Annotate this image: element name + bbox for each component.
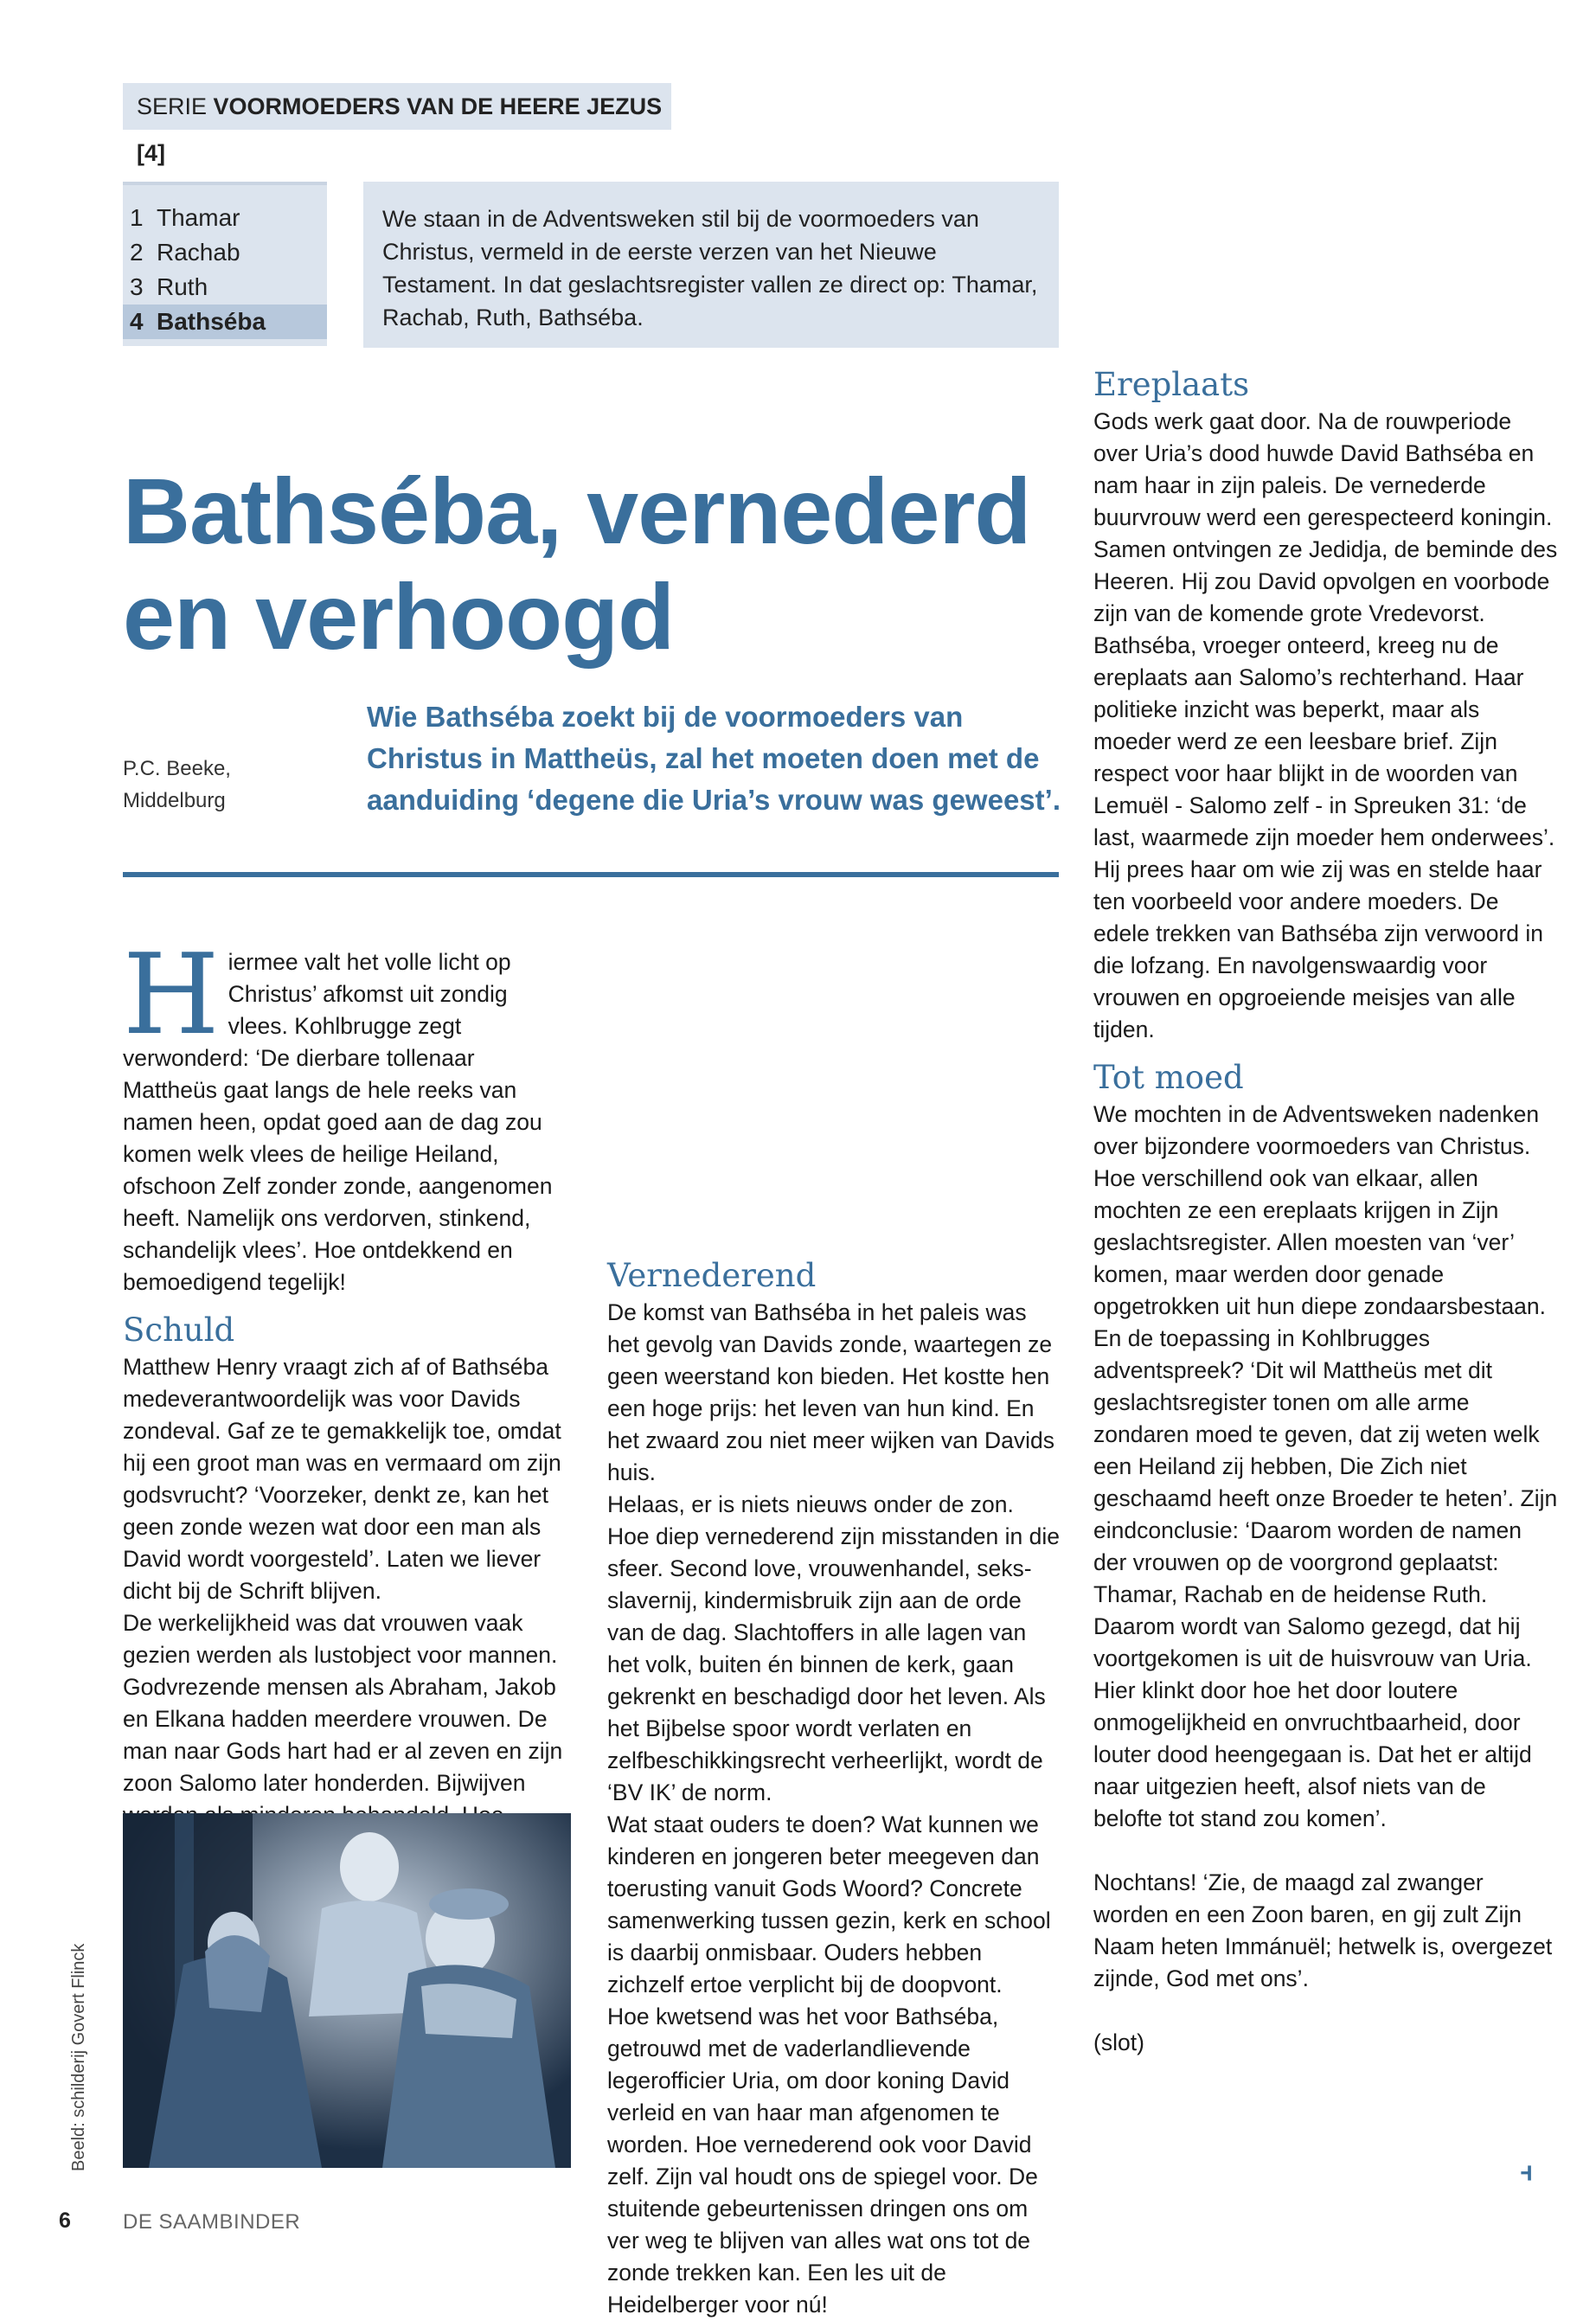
paragraph: Hoe kwetsend was het voor Bathséba, getrouwd met de vaderlandlievende legerofficier Uria, om door koning David verleid en van haar man afgenomen te worden. Hoe vernederend ook voor David zelf. Zijn val houdt ons de spiegel voor. De stuitende gebeurtenissen dringen ons om ver weg te blijven van alles wat ons tot de zonde trekken kan. Een les uit de Heidelberger voor nú! bbox=[607, 2004, 1038, 2318]
intro-box: We staan in de Adventsweken stil bij de voormoeders van Christus, vermeld in de eerste verzen van het Nieuwe Testament. In dat geslachtsregister vallen ze direct op: Thamar, Rachab, Ruth, Bathséba. bbox=[363, 182, 1059, 348]
end-mark-icon: ꟶ bbox=[1521, 2157, 1533, 2187]
subheading-schuld: Schuld bbox=[123, 1311, 235, 1349]
author-byline bbox=[123, 753, 231, 817]
paragraph: Bathséba, vroeger onteerd, kreeg nu de ereplaats aan Salomo’s rechterhand. Haar politieke inzicht was beperkt, maar als moeder werd ze een leesbare brief. Zijn respect voor haar blijkt in de woorden van Lemuël - Salomo zelf - in Spreuken 31: ‘de last, waarmede zijn moeder hem onderwees’. Hij prees haar om wie zij was en stelde haar ten voorbeeld voor andere moeders. De edele trekken van Bathséba zijn verwoord in die lofzang. En navolgenswaardig voor vrouwen en opgroeiende meisjes van alle tijden. bbox=[1093, 632, 1555, 1042]
drop-cap: H bbox=[123, 931, 220, 1060]
toc-item: 1 Thamar bbox=[130, 204, 240, 231]
paragraph: Hiermee valt het volle licht op Christus’ afkomst uit zondig vlees. Kohlbrugge zegt verwonderd: ‘De dierbare tollenaar Mattheüs gaat langs de hele reeks van namen heen, opdat goed aan de dag zou komen welk vlees de heilige Heiland, ofschoon Zelf zonder zonde, aangenomen heeft. Namelijk ons verdorven, stinkend, schandelijk vlees’. Hoe ontdekkend en bemoedigend tegelijk! bbox=[123, 931, 553, 1295]
magazine-name: DE SAAMBINDER bbox=[123, 2210, 301, 2234]
series-name: VOORMOEDERS VAN DE HEERE JEZUS [4] bbox=[137, 93, 663, 166]
paragraph: Nochtans! ‘Zie, de maagd zal zwanger worden en een Zoon baren, en gij zult Zijn Naam heten Immánuël; hetwelk is, overgezet zijnde, God met ons’. bbox=[1093, 1869, 1553, 1991]
closing-note: (slot) bbox=[1093, 2029, 1144, 2055]
series-toc bbox=[123, 182, 327, 346]
image-credit: Beeld: schilderij Govert Flinck bbox=[69, 1943, 88, 2171]
toc-item: 2 Rachab bbox=[130, 239, 240, 266]
author-name: P.C. Beeke, bbox=[123, 757, 231, 780]
paragraph: Helaas, er is niets nieuws onder de zon. Hoe diep vernederend zijn misstanden in die sfeer. Second love, vrouwenhandel, seks-slavernij, kindermisbruik zijn aan de orde van de dag. Slachtoffers in alle lagen van het volk, buiten én binnen de kerk, gaan gekrenkt en beschadigd door het leven. Als het Bijbelse spoor wordt verlaten en zelfbeschikkingsrecht verheerlijkt, wordt de ‘BV IK’ de norm. bbox=[607, 1491, 1060, 1805]
article-title: Bathséba, vernederd en verhoogd bbox=[123, 458, 1031, 669]
paragraph: De werkelijkheid was dat vrouwen vaak gezien werden als lustobject voor mannen. Godvrezende mensen als Abraham, Jakob en Elkana hadden meerdere vrouwen. De man naar Gods hart had er al zeven en zijn zoon Salomo later honderden. Bijwijven bbox=[123, 1610, 563, 1796]
series-bar bbox=[123, 83, 671, 166]
paragraph: Gods werk gaat door. Na de rouwperiode over Uria’s dood huwde David Bathséba en nam haar in zijn paleis. De vernederde buurvrouw werd een gerespecteerd koningin. Samen ontvingen ze Jedidja, de beminde des Heeren. Hij zou David opvolgen en voorbode zijn van de komende grote Vredevorst. bbox=[1093, 408, 1558, 626]
page-number: 6 bbox=[59, 2209, 71, 2233]
toc-item-current: 4 Bathséba bbox=[123, 305, 327, 339]
paragraph: We mochten in de Adventsweken nadenken over bijzondere voormoeders van Christus. Hoe verschillend ook van elkaar, allen mochten ze een ereplaats krijgen in Zijn geslachtsregister. Allen moesten van ‘ver’ komen, maar werden door genade opgetrokken uit hun diepe zondaarsbestaan. bbox=[1093, 1101, 1547, 1319]
subheading-ereplaats: Ereplaats bbox=[1093, 366, 1250, 403]
paragraph: Wat staat ouders te doen? Wat kunnen we kinderen en jongeren beter meegeven dan toerusting vanuit Gods Woord? Concrete samenwerking tussen gezin, kerk en school is daarbij onmisbaar. Ouders hebben zichzelf ertoe verplicht bij de doopvont. bbox=[607, 1811, 1051, 1997]
lead-paragraph: Wie Bathséba zoekt bij de voormoeders van Christus in Mattheüs, zal het moeten doen met de aanduiding ‘degene die Uria’s vrouw was geweest’. bbox=[367, 701, 1061, 816]
series-prefix: SERIE bbox=[137, 93, 208, 119]
article-column-2-flow bbox=[607, 946, 1061, 2321]
article-column-3 bbox=[1093, 171, 1561, 2059]
author-place: Middelburg bbox=[123, 789, 226, 812]
divider bbox=[123, 872, 1059, 877]
paragraph: De komst van Bathséba in het paleis was het gevolg van Davids zonde, waartegen ze geen weerstand kon bieden. Het kostte hen een hoge prijs: het leven van hun kind. En het zwaard zou niet meer wijken van Davids huis. bbox=[607, 1299, 1054, 1485]
painting-image bbox=[123, 1813, 571, 2168]
paragraph: En de toepassing in Kohlbrugges adventspreek? ‘Dit wil Mattheüs met dit geslachtsregister tonen om alle arme zondaren moed te geven, dat zij weten welk een Heiland zij hebben, Die Zich niet geschaamd heeft onze Broeder te heten’. Zijn eindconclusie: ‘Daarom worden de namen der vrouwen op de voorgrond geplaatst: Thamar, Rachab en de heidense Ruth. Daarom wordt van Salomo gezegd, dat hij voortgekomen is uit de huisvrouw van Uria. Hier klinkt door hoe het door loutere onmogelijkheid en onvruchtbaarheid, door louter dood heengegaan is. Dat het er altijd naar uitgezien heeft, alsof niets van de belofte tot stand zou komen’. bbox=[1093, 1325, 1558, 1831]
paragraph: Matthew Henry vraagt zich af of Bathséba medeverantwoordelijk was voor Davids zondeval. Gaf ze te gemakkelijk toe, omdat hij een groot man was en vermaard om zijn godsvrucht? ‘Voorzeker, denkt ze, kan het geen zonde wezen wat door een man als David wordt voorgesteld’. Laten we liever dicht bij de Schrift blijven. bbox=[123, 1354, 561, 1604]
subheading-tot-moed: Tot moed bbox=[1093, 1059, 1244, 1096]
toc-item: 3 Ruth bbox=[130, 273, 208, 300]
subheading-vernederend-visible: Vernederend bbox=[607, 1257, 817, 1294]
